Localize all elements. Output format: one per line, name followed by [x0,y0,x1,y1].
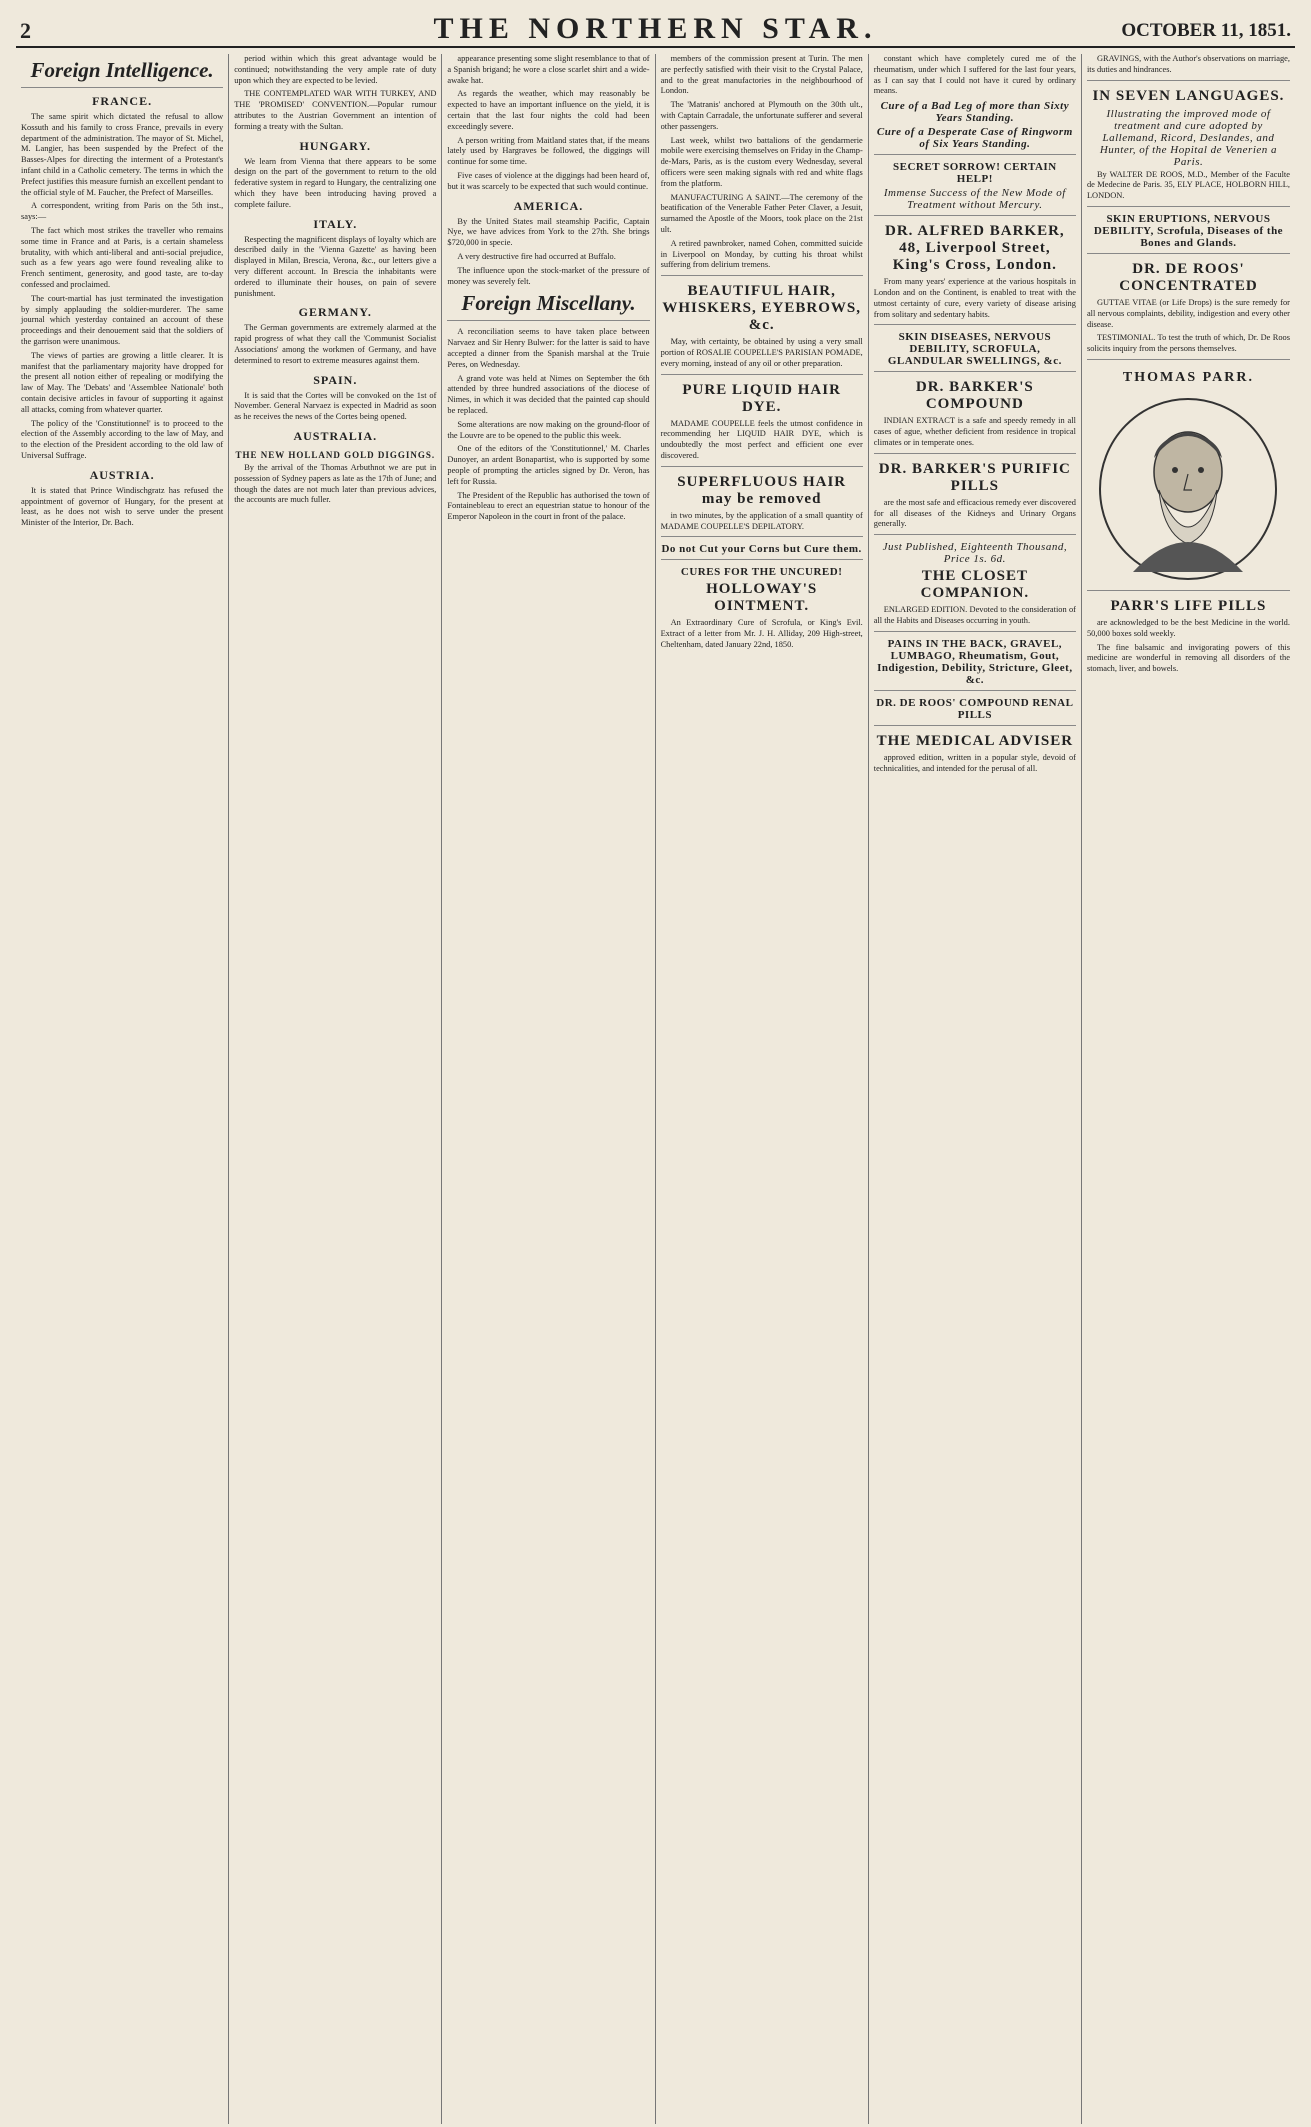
article-paragraph: MANUFACTURING A SAINT.—The ceremony of the beatification of the Venerable Father Peter Claver, a Jesuit, surnamed the Apostle of the Moors, took place on the 21st ult. [660,192,863,234]
ad-text: May, with certainty, be obtained by using a very small portion of ROSALIE COUPELLE'S PARISIAN POMADE, every morning, instead of any oil or other preparation. [660,337,863,368]
ad-title: BEAUTIFUL HAIR, WHISKERS, EYEBROWS, &c. [662,283,861,334]
advertisement [1087,253,1290,355]
ad-title: THE MEDICAL ADVISER [876,732,1074,749]
ad-title: DR. DE ROOS' CONCENTRATED [1119,260,1258,294]
article-paragraph: Last week, whilst two battalions of the gendarmerie mobile were exercising themselves on Friday in the Champ-de-Mars, Paris, as is the custom every Wednesday, several officers were seen making signals with red and white flags from the platform. [660,135,863,188]
article-paragraph: A person writing from Maitland states that, if the means lately used by Hargraves be followed, the diggings will continue for some time. [447,135,650,167]
advertisement [661,466,863,533]
germany-heading: GERMANY. [298,305,372,320]
ad-text: in two minutes, by the application of a small quantity of MADAME COUPELLE'S DEPILATORY. [660,510,863,531]
article-paragraph: The fact which most strikes the traveller who remains some time in France and at Paris, is a certain shameless brutality, with which anti-liberal and anti-social prejudice, such as a few years ago were found revealing alike to French sentiment, generosity, and good taste, are to-day confessed and proclaimed. [21,225,224,289]
advertisement [661,374,863,462]
columns [16,54,1295,2124]
article-paragraph: Five cases of violence at the diggings had been heard of, but it was scarcely to be expected that such would continue. [447,170,650,191]
testimonial-heading: Cure of a Desperate Case of Ringworm of Six Years Standing. [876,126,1073,151]
ad-note: Just Published, Eighteenth Thousand, Price 1s. 6d. [882,541,1068,566]
column-5 [869,54,1082,2124]
advertisement [874,371,1076,448]
article-paragraph: The 'Matranis' anchored at Plymouth on the 30th ult., with Captain Carradale, the unfortunate sufferer and several other passengers. [660,100,863,131]
ad-title: Do not Cut your Corns but Cure them. [661,543,862,556]
advertisement [1087,206,1290,249]
ad-text: From many years' experience at the various hospitals in London and on the Continent, is enabled to treat with the utmost certainty of cure, every variety of disease arising from solitary and sedentary habits. [873,277,1076,319]
ad-subtitle: Illustrating the improved mode of treatment and cure adopted by Lallemand, Ricord, Deslandes, and Hunter, of the Hopital de Venerien a Paris. [1099,107,1278,168]
ad-title: SKIN DISEASES, NERVOUS DEBILITY, SCROFULA, GLANDULAR SWELLINGS, &c. [887,331,1062,368]
ad-title: DR. ALFRED BARKER, 48, Liverpool Street, King's Cross, London. [885,223,1065,274]
column-4 [656,54,869,2124]
ad-title: SUPERFLUOUS HAIR may be removed [677,473,847,507]
article-paragraph: It is stated that Prince Windischgratz has refused the appointment of governor of Hungary, for the present at least, as he does not wish to serve under the present Minister of the Interior, Dr. Bach. [21,485,224,528]
advertisement [874,534,1076,627]
ad-subtitle: Immense Success of the New Mode of Treatment without Mercury. [883,187,1066,212]
ad-text: MADAME COUPELLE feels the utmost confidence in recommending her LIQUID HAIR DYE, which is undoubtedly the most perfect and efficient one ever discovered. [660,418,863,460]
advertisement [874,631,1076,686]
advertisement [874,324,1076,367]
article-paragraph: appearance presenting some slight resemblance to that of a Spanish brigand; he wore a close scarlet shirt and a wide-awake hat. [447,54,650,85]
article-paragraph: One of the editors of the 'Constitutionnel,' M. Charles Dunoyer, an ardent Bonapartist, who is supported by some people of prompting the articles signed by Dr. Veron, has left for Russia. [447,444,650,486]
ad-text: INDIAN EXTRACT is a safe and speedy remedy in all cases of ague, whether deficient from residence in tropical climates or in temperate ones. [873,416,1076,447]
article-paragraph: We learn from Vienna that there appears to be some design on the part of the government to return to the old federative system in regard to Hungary, the centralizing one which they have been introducing having proved a complete failure. [234,156,437,209]
ad-text: TESTIMONIAL. To test the truth of which, Dr. De Roos solicits inquiry from the persons themselves. [1086,333,1290,354]
advertisement [874,453,1076,530]
foreign-intelligence-heading: Foreign Intelligence. [21,58,223,88]
advertisement [874,154,1076,211]
australia-heading: AUSTRALIA. [293,428,378,443]
advertisement [1087,590,1290,675]
ad-title: SECRET SORROW! CERTAIN HELP! [893,161,1057,186]
austria-heading: AUSTRIA. [89,467,155,482]
ad-text: The fine balsamic and invigorating powers of this medicine are wonderful in removing all disorders of the stomach, liver, and bowels. [1086,642,1290,674]
australia-subheading: THE NEW HOLLAND GOLD DIGGINGS. [235,449,436,460]
masthead [16,12,1295,48]
article-paragraph: It is said that the Cortes will be convoked on the 1st of November. General Narvaez is expected in Madrid as soon as he receives the news of the Cortes being opened. [234,390,437,422]
ad-title: DR. DE ROOS' COMPOUND RENAL PILLS [876,696,1074,721]
france-heading: FRANCE. [92,94,153,108]
article-paragraph: Respecting the magnificent displays of loyalty which are described daily in the 'Vienna Gazette' as having been displayed in Milan, Brescia, Verona, &c., our letters give a very different account. In Brescia the inhabitants were ordered to illuminate their houses, on pain of severe punishment. [234,234,437,298]
ad-text: are the most safe and efficacious remedy ever discovered for all diseases of the Kidneys and Urinary Organs generally. [873,497,1076,529]
advertisement [1087,80,1290,202]
article-paragraph: A very destructive fire had occurred at Buffalo. [457,251,616,261]
ad-title: DR. BARKER'S COMPOUND [915,379,1034,413]
article-paragraph: A reconciliation seems to have taken place between Narvaez and Sir Henry Bulwer: for the latter is said to have accepted a dinner from the Spanish marshal at the Truie Peres, on Wednesday. [447,327,650,369]
article-paragraph: The German governments are extremely alarmed at the rapid progress of what they call the 'Communist Socialist Associations' among the workmen of Germany, and have determined to resort to extreme measures against them. [234,323,437,365]
article-paragraph: A retired pawnbroker, named Cohen, committed suicide in Liverpool on Monday, by cutting his throat whilst suffering from delirium tremens. [660,238,863,270]
advertisement [661,536,863,555]
ad-text: By WALTER DE ROOS, M.D., Member of the Faculte de Medecine de Paris. 35, ELY PLACE, HOLBORN HILL, LONDON. [1086,169,1290,201]
article-paragraph: GRAVINGS, with the Author's observations on marriage, its duties and hindrances. [1086,54,1290,74]
page-number: 2 [20,18,31,43]
newspaper-title: THE NORTHERN STAR. [433,12,878,45]
article-paragraph: The same spirit which dictated the refusal to allow Kossuth and his family to cross France, prevails in every department of the administration. The mayor of St. Michel, M. Langier, has been suspended by the Prefect of the Basses-Alpes for directing the interment of a Protestant's infant child in a Catholic cemetery. The terms in which the Prefect justifies this measure furnish an excellent pendant to the official style of M. Faucher, the Prefect of Marseilles. [21,112,224,197]
testimonial-heading: Cure of a Bad Leg of more than Sixty Years Standing. [880,100,1070,125]
ad-title: PARR'S LIFE PILLS [1110,597,1267,614]
ad-text: are acknowledged to be the best Medicine in the world. 50,000 boxes sold weekly. [1086,617,1290,638]
ad-title: IN SEVEN LANGUAGES. [1092,87,1285,104]
ad-text: GUTTAE VITAE (or Life Drops) is the sure remedy for all nervous complaints, debility, indigestion and every other disease. [1086,297,1290,329]
ad-text: ENLARGED EDITION. Devoted to the consideration of all the Habits and Diseases occurring in youth. [873,605,1076,625]
foreign-miscellany-heading: Foreign Miscellany. [447,291,649,321]
spain-heading: SPAIN. [313,372,358,387]
article-paragraph: The views of parties are growing a little clearer. It is manifest that the parliamentary majority have dropped for the present all notion either of repealing or modifying the law of May. The 'Debats' and 'Assemblee Nationale' both contain decisive articles in favour of supporting it against all attacks, coming from whatever quarter. [21,350,224,414]
column-6 [1082,54,1295,2124]
advertisement [661,559,863,650]
ad-title: SKIN ERUPTIONS, NERVOUS DEBILITY, Scrofula, Diseases of the Bones and Glands. [1093,212,1284,249]
article-paragraph: The court-martial has just terminated the investigation by simply applauding the soldier-murderer. The same journal which yesterday contained an account of these proceedings and their denouement said that the soldiers of the garrison were unanimous. [21,293,224,346]
article-paragraph: The policy of the 'Constitutionnel' is to proceed to the election of the Assembly according to the law of May, and to the election of the President according to the old law of Universal Suffrage. [21,418,224,460]
article-paragraph: By the United States mail steamship Pacific, Captain Nye, we have advices from York to the 27th. She brings $720,000 in specie. [447,216,650,248]
article-paragraph: Some alterations are now making on the ground-floor of the Louvre are to be opened to the public this week. [447,419,650,440]
column-3 [442,54,655,2124]
hungary-heading: HUNGARY. [299,138,372,153]
advertisement [874,690,1076,721]
article-paragraph: The President of the Republic has authorised the town of Fontainebleau to erect an equestrian statue to honour of the Emperor Napoleon in the court in front of the palace. [447,490,650,522]
ad-title: THE CLOSET COMPANION. [920,568,1030,602]
article-paragraph: THE CONTEMPLATED WAR WITH TURKEY, AND THE 'PROMISED' CONVENTION.—Popular rumour attributes to the Austrian Government an intention of forming a treaty with the Sultan. [234,89,437,131]
italy-heading: ITALY. [313,216,358,231]
ad-title: PAINS IN THE BACK, GRAVEL, LUMBAGO, Rheumatism, Gout, Indigestion, Debility, Stricture, Gleet, &c. [877,637,1073,686]
issue-date: OCTOBER 11, 1851. [1121,20,1291,41]
article-paragraph: constant which have completely cured me of the rheumatism, under which I suffered for the last four years, as I can say that I could not have it cured by ordinary means. [873,54,1076,96]
ad-text: approved edition, written in a popular style, devoid of technicalities, and intended for the perusal of all. [873,752,1076,773]
article-paragraph: By the arrival of the Thomas Arbuthnot we are put in possession of Sydney papers as late as the 17th of June; and though the dates are not much later than previous advices, the accounts are much fuller. [234,462,437,505]
article-paragraph: As regards the weather, which may reasonably be expected to have an important influence on the yield, it is certain that the last four nights the cold had been exceedingly severe. [447,89,650,131]
article-paragraph: The influence upon the stock-market of the pressure of money was severely felt. [447,265,650,286]
article-paragraph: A correspondent, writing from Paris on the 5th inst., says:— [21,201,224,222]
advertisement [874,725,1076,775]
advertisement [661,275,863,369]
ad-text: An Extraordinary Cure of Scrofula, or King's Evil. Extract of a letter from Mr. J. H. Alliday, 209 High-street, Cheltenham, dated January 22nd, 1850. [660,618,863,649]
portrait-caption: THOMAS PARR. [1122,369,1254,385]
ad-subtitle: HOLLOWAY'S OINTMENT. [706,581,818,615]
portrait-advertisement [1087,359,1290,584]
column-2 [229,54,442,2124]
column-1 [16,54,229,2124]
ad-title: CURES FOR THE UNCURED! [680,566,843,579]
ad-title: PURE LIQUID HAIR DYE. [682,381,841,415]
ad-title: DR. BARKER'S PURIFIC PILLS [878,460,1071,494]
article-paragraph: period within which this great advantage would be continued; notwithstanding the very ample rate of duty upon which they are expected to be levied. [234,54,437,85]
america-heading: AMERICA. [513,198,584,213]
article-paragraph: members of the commission present at Turin. The men are perfectly satisfied with their visit to the Crystal Palace, and to the great manufactories in the neighbourhood of London. [660,54,863,96]
article-paragraph: A grand vote was held at Nimes on September the 6th attended by three hundred associations of the diocese of Nimes, in which it was decided that the painted cap should be replaced. [447,373,650,415]
advertisement [874,215,1076,320]
thomas-parr-portrait [1093,394,1283,584]
portrait-engraving-icon [1093,394,1283,584]
